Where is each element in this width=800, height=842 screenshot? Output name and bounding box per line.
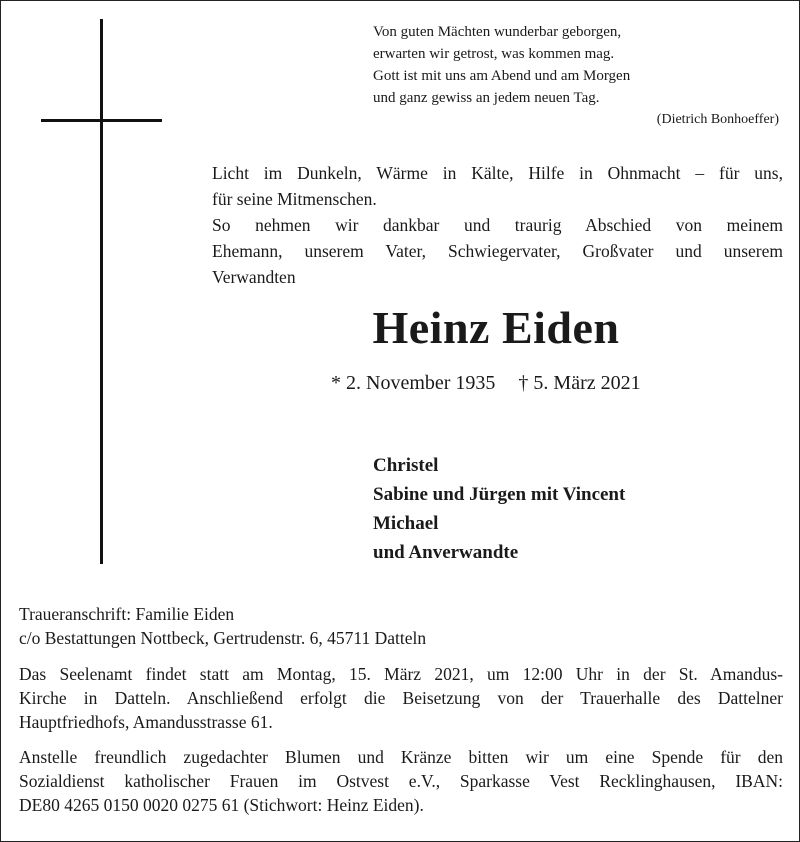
text-line: Licht im Dunkeln, Wärme in Kälte, Hilfe in Ohnmacht – für uns, [212,163,783,183]
mourning-address [19,602,426,650]
service-info [19,662,783,734]
text-line: Ehemann, unserem Vater, Schwiegervater, Großvater und unserem [212,241,783,261]
text-line: für seine Mitmenschen. [212,189,377,209]
text-line: Anstelle freundlich zugedachter Blumen und Kränze bitten wir um eine Spende für den [19,747,783,767]
address-line: c/o Bestattungen Nottbeck, Gertrudenstr. 6, 45711 Datteln [19,628,427,648]
quote-author: (Dietrich Bonhoeffer) [656,112,779,127]
life-dates [331,372,641,395]
intro-paragraph-2 [212,212,783,290]
deceased-name: Heinz Eiden [372,302,620,353]
birth-date: * 2. November 1935 [331,372,496,394]
quote-line: und ganz gewiss an jedem neuen Tag. [373,90,600,106]
mourner-name: Sabine und Jürgen mit Vincent [373,484,626,505]
quote-line: Von guten Mächten wunderbar geborgen, [373,24,622,40]
text-line: Das Seelenamt findet statt am Montag, 15. März 2021, um 12:00 Uhr in der St. Amandus- [19,664,783,684]
text-line: Kirche in Datteln. Anschließend erfolgt die Beisetzung von der Trauerhalle des Dattelner [19,688,783,708]
bonhoeffer-quote [373,21,630,109]
death-date: † 5. März 2021 [518,372,641,394]
address-line: Traueranschrift: Familie Eiden [19,604,235,624]
quote-line: Gott ist mit uns am Abend und am Morgen [373,68,631,84]
mourner-name: Michael [373,513,439,534]
text-line: Hauptfriedhofs, Amandusstrasse 61. [19,712,273,732]
cross-icon-beam [41,119,162,122]
quote-line: erwarten wir getrost, was kommen mag. [373,46,615,62]
text-line: DE80 4265 0150 0020 0275 61 (Stichwort: Heinz Eiden). [19,795,424,815]
cross-icon [100,19,103,564]
intro-paragraph-1 [212,160,783,212]
text-line: Verwandten [212,267,296,287]
text-line: So nehmen wir dankbar und traurig Abschied von meinem [212,215,783,235]
mourners-list [373,451,625,567]
mourner-name: Christel [373,455,439,476]
text-line: Sozialdienst katholischer Frauen im Ostvest e.V., Sparkasse Vest Recklinghausen, IBAN: [19,771,783,791]
mourner-name: und Anverwandte [373,542,519,563]
donation-info [19,745,783,817]
